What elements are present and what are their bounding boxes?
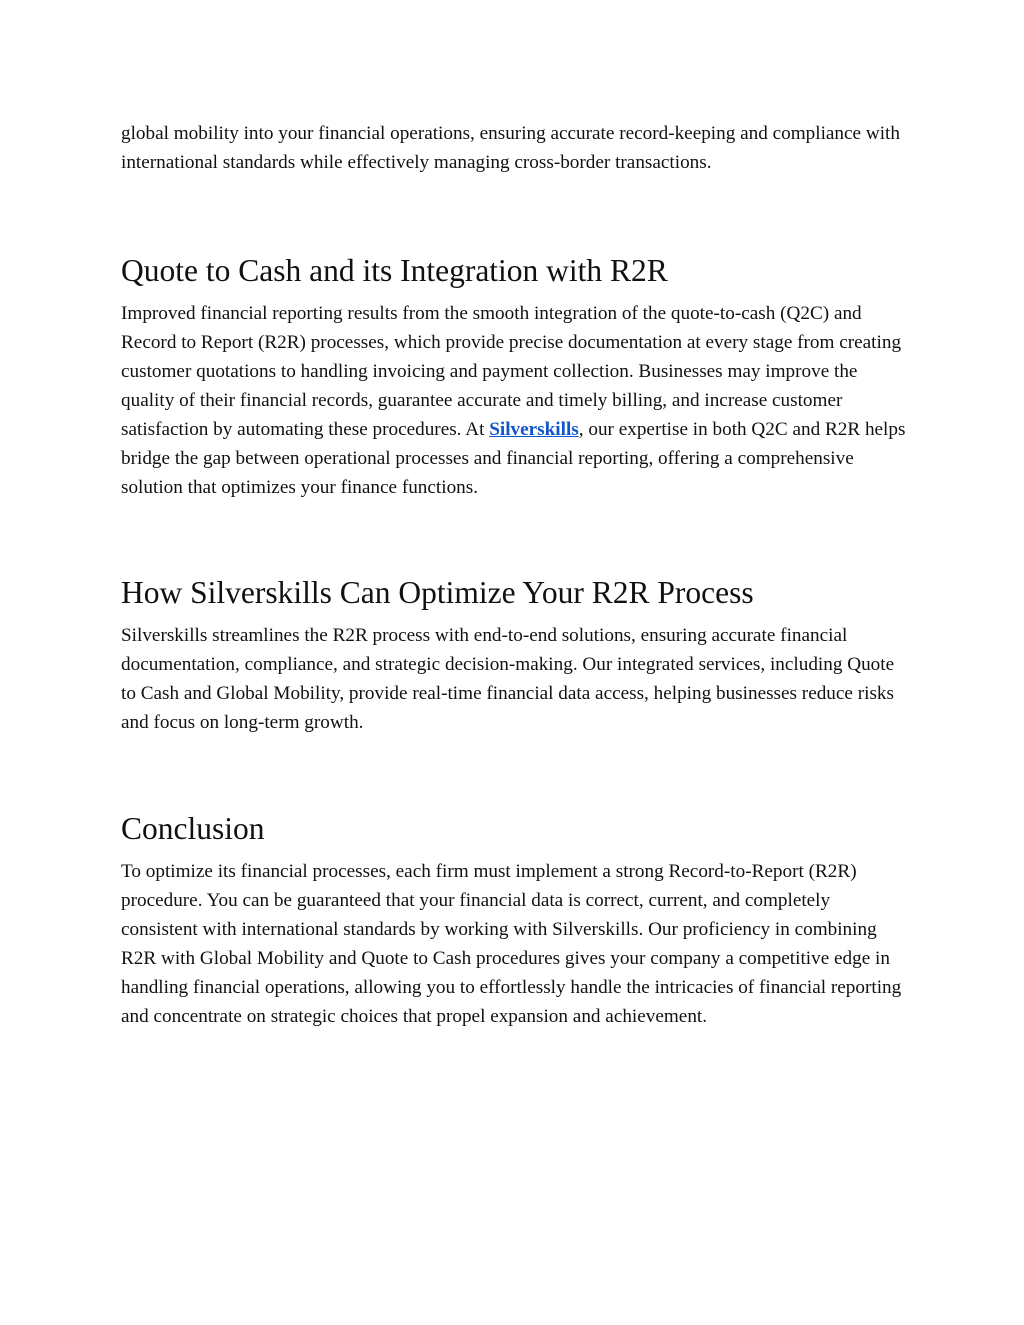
paragraph-text-after-link: , our expertise in both Q2C and R2R helps bridge the gap between operational processes and financial reporting, offering a comprehensive solution that optimizes your finance functions. <box>121 419 906 498</box>
section-paragraph-how-silverskills: Silverskills streamlines the R2R process with end-to-end solutions, ensuring accurate financial documentation, compliance, and strategic decision-making. Our integrated services, including Quote to Cash and Global Mobility, provide real-time financial data access, helping businesses reduce risks and focus on long-term growth. <box>121 625 895 733</box>
document-page <box>121 119 911 1031</box>
section-heading-how-silverskills: How Silverskills Can Optimize Your R2R Process <box>121 575 754 610</box>
section-heading-conclusion: Conclusion <box>121 811 265 846</box>
section-paragraph-quote-to-cash <box>121 299 911 502</box>
section-paragraph-conclusion: To optimize its financial processes, each firm must implement a strong Record-to-Report (R2R) procedure. You can be guaranteed that your financial data is correct, current, and completely consistent with international standards by working with Silverskills. Our proficiency in combining R2R with Global Mobility and Quote to Cash procedures gives your company a competitive edge in handling financial operations, allowing you to effortlessly handle the intricacies of financial reporting and concentrate on strategic choices that propel expansion and achievement. <box>121 861 902 1027</box>
section-heading-quote-to-cash: Quote to Cash and its Integration with R2R <box>121 253 668 288</box>
intro-paragraph: global mobility into your financial operations, ensuring accurate record-keeping and compliance with international standards while effectively managing cross-border transactions. <box>121 123 900 173</box>
paragraph-text-before-link: Improved financial reporting results from the smooth integration of the quote-to-cash (Q2C) and Record to Report (R2R) processes, which provide precise documentation at every stage from creating customer quotations to handling invoicing and payment collection. Businesses may improve the quality of their financial records, guarantee accurate and timely billing, and increase customer satisfaction by automating these procedures. At <box>121 303 902 440</box>
silverskills-link[interactable]: Silverskills <box>489 419 579 440</box>
